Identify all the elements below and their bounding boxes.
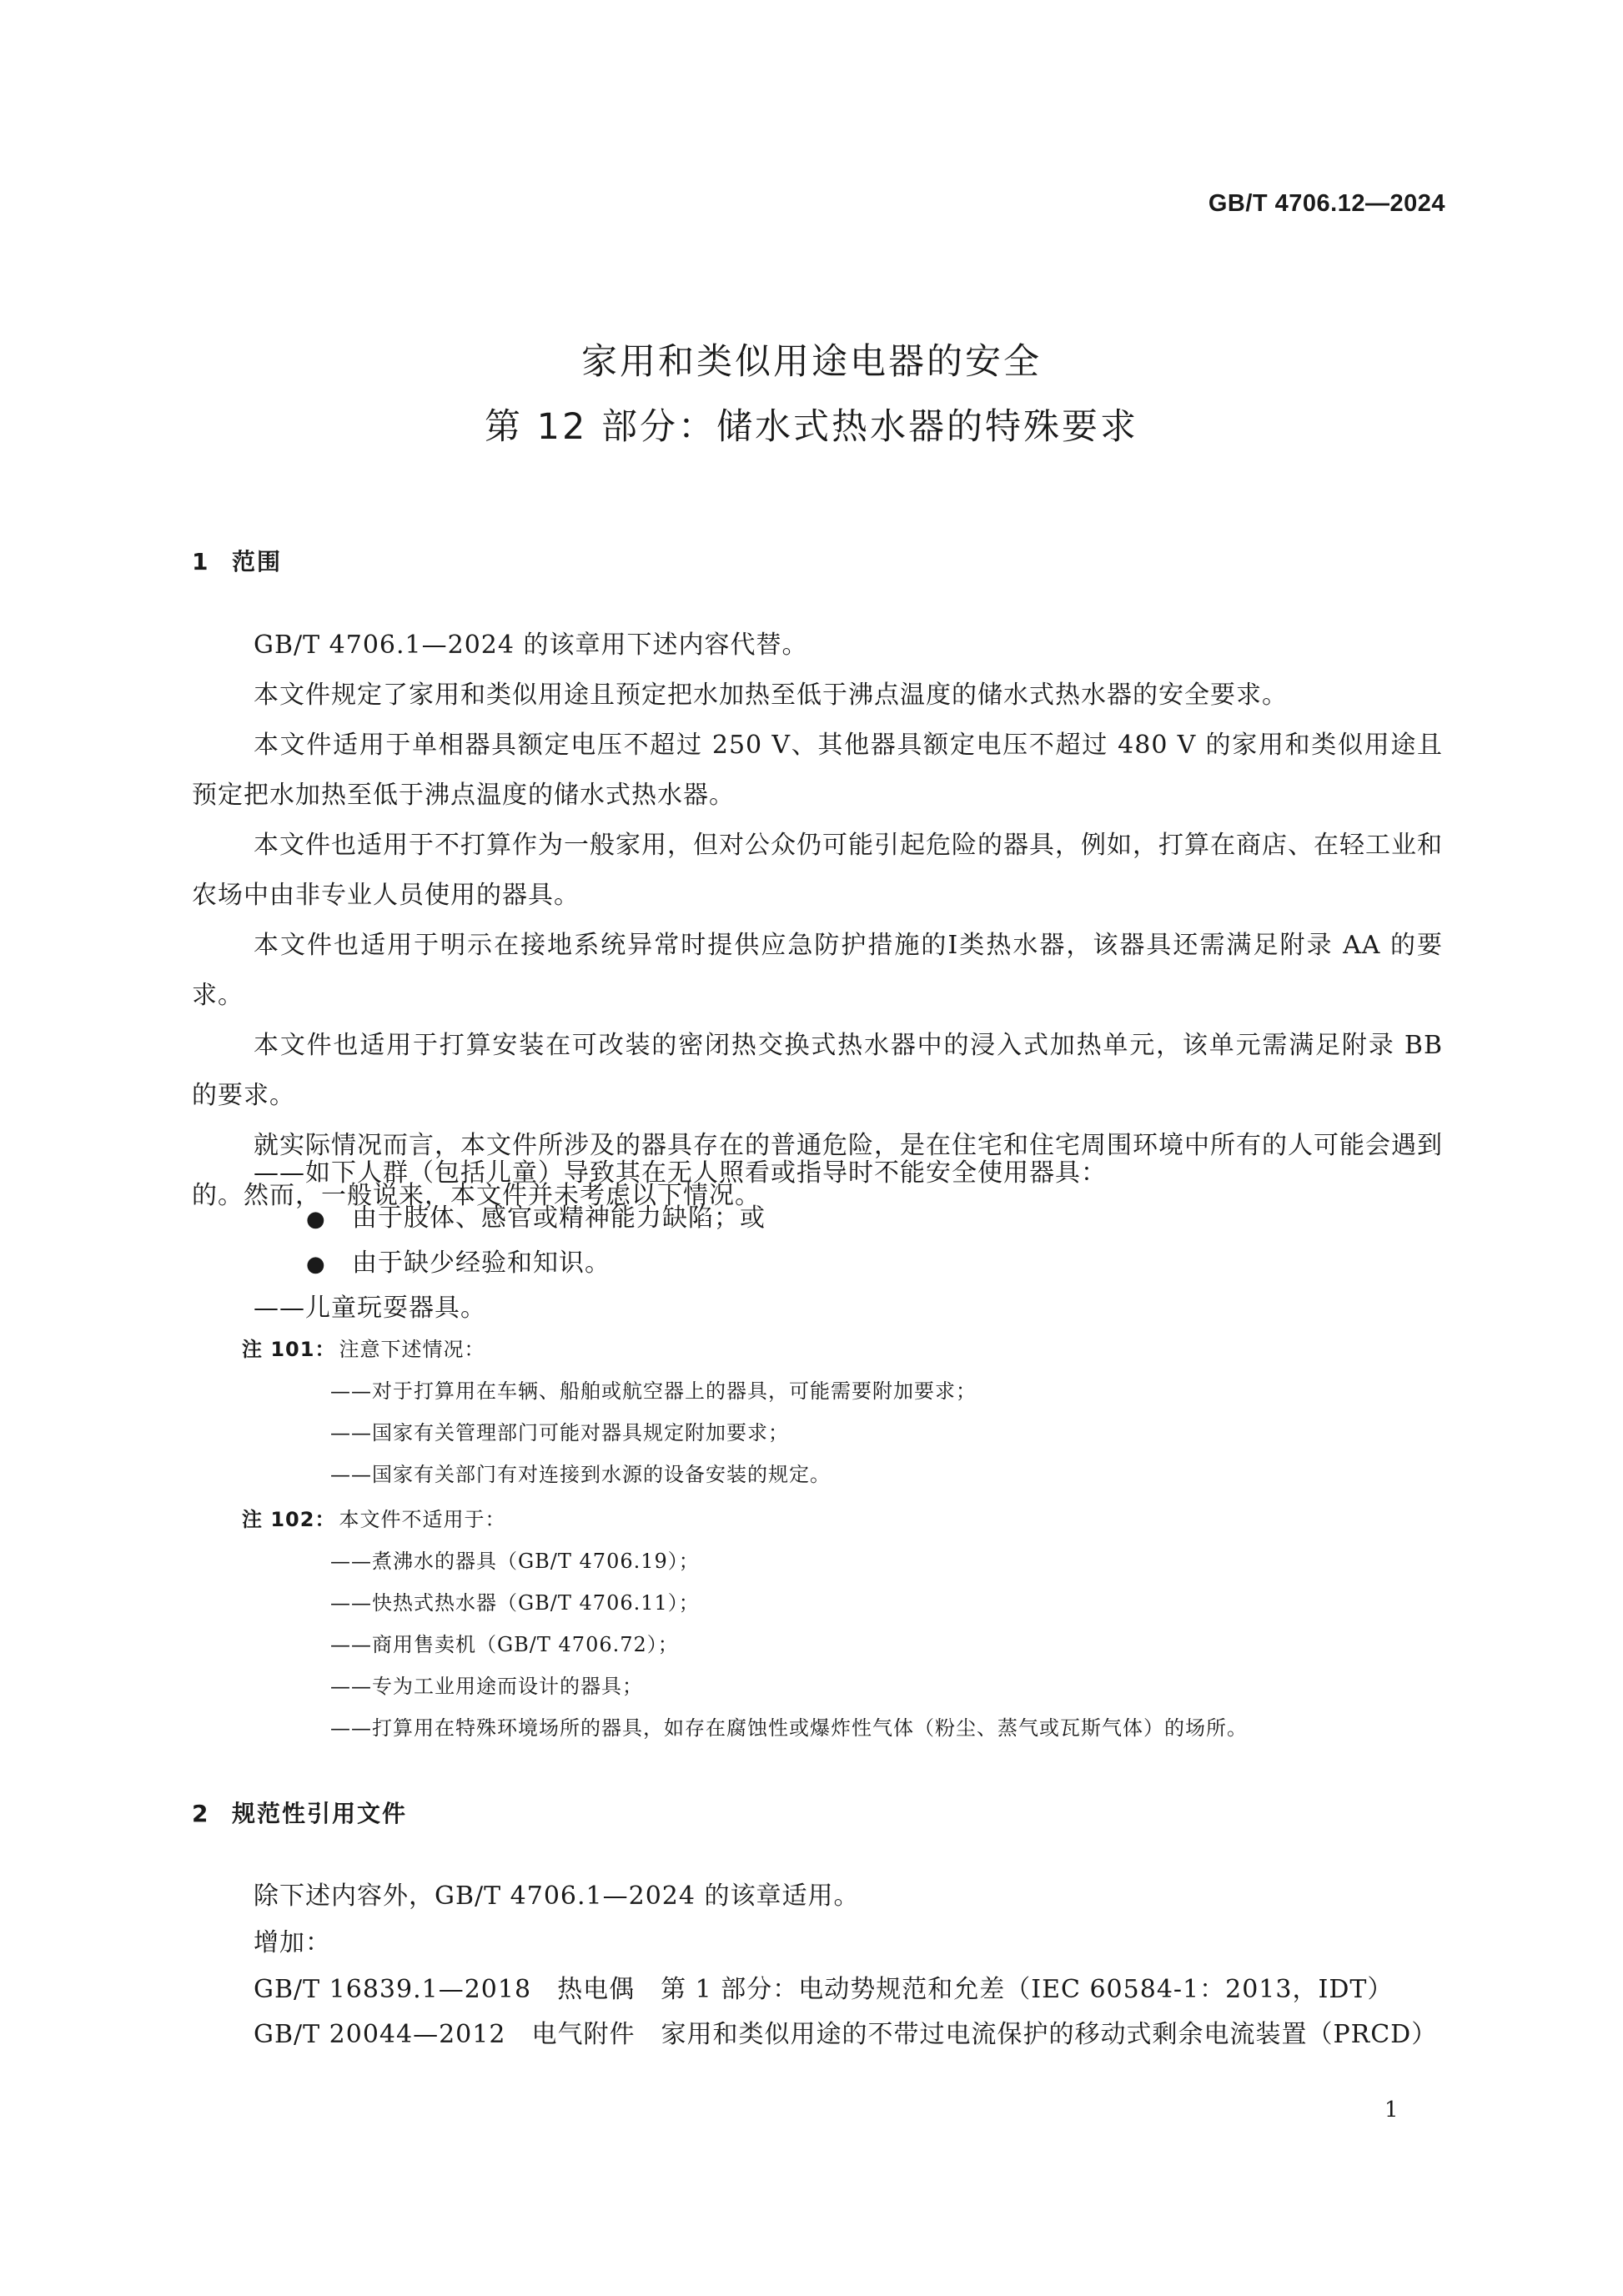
dash-list-item: ——儿童玩耍器具。 — [254, 1294, 486, 1323]
note-list-item: ——对于打算用在车辆、船舶或航空器上的器具，可能需要附加要求； — [330, 1379, 977, 1403]
note-list-item: ——打算用在特殊环境场所的器具，如存在腐蚀性或爆炸性气体（粉尘、蒸气或瓦斯气体）的场所。 — [330, 1716, 1248, 1740]
document-title-line1: 家用和类似用途电器的安全 — [581, 341, 1042, 383]
dash-list-item: ——如下人群（包括儿童）导致其在无人照看或指导时不能安全使用器具： — [254, 1158, 1107, 1188]
paragraph: 就实际情况而言，本文件所涉及的器具存在的普通危险，是在住宅和住宅周围环境中所有的人可能会遇到的。然而，一般说来，本文件并未考虑以下情况。 — [192, 1131, 1443, 1210]
section-2-number: 2 — [192, 1800, 210, 1827]
bullet-icon: ● — [306, 1252, 326, 1277]
note-list-item: ——快热式热水器（GB/T 4706.11）； — [330, 1591, 700, 1615]
paragraph: 本文件规定了家用和类似用途且预定把水加热至低于沸点温度的储水式热水器的安全要求。 — [254, 681, 1288, 710]
normative-reference: GB/T 16839.1—2018 热电偶 第 1 部分：电动势规范和允差（IEC 60584-1：2013，IDT） — [254, 1975, 1394, 2004]
bullet-icon: ● — [306, 1207, 326, 1232]
section-1-title: 范围 — [232, 548, 283, 575]
note-list-item: ——商用售卖机（GB/T 4706.72）； — [330, 1633, 679, 1656]
note-list-item: ——煮沸水的器具（GB/T 4706.19）； — [330, 1550, 700, 1573]
page-number: 1 — [1384, 2098, 1399, 2123]
section-1-heading — [192, 544, 282, 577]
paragraph: GB/T 4706.1—2024 的该章用下述内容代替。 — [254, 631, 808, 660]
section-2-title: 规范性引用文件 — [232, 1800, 408, 1827]
note-list-item: ——专为工业用途而设计的器具； — [330, 1675, 643, 1698]
note-text: 注意下述情况： — [339, 1338, 485, 1361]
normative-reference: GB/T 20044—2012 电气附件 家用和类似用途的不带过电流保护的移动式剩余电流装置（PRCD） — [254, 2020, 1438, 2049]
paragraph: 本文件也适用于明示在接地系统异常时提供应急防护措施的Ⅰ类热水器，该器具还需满足附录 AA 的要求。 — [192, 931, 1443, 1010]
bullet-text: 由于缺少经验和知识。 — [352, 1248, 611, 1278]
paragraph: 除下述内容外，GB/T 4706.1—2024 的该章适用。 — [254, 1882, 860, 1911]
note-102 — [242, 1505, 505, 1535]
note-label: 注 102： — [242, 1508, 336, 1531]
bullet-text: 由于肢体、感官或精神能力缺陷；或 — [352, 1203, 766, 1233]
bullet-list-item — [306, 1200, 766, 1238]
note-label: 注 101： — [242, 1338, 336, 1361]
note-text: 本文件不适用于： — [339, 1508, 506, 1531]
standard-code: GB/T 4706.12—2024 — [1208, 190, 1445, 217]
note-list-item: ——国家有关管理部门可能对器具规定附加要求； — [330, 1421, 789, 1444]
document-title-line2: 第 12 部分：储水式热水器的特殊要求 — [484, 406, 1139, 448]
paragraph: 本文件适用于单相器具额定电压不超过 250 V、其他器具额定电压不超过 480 V 的家用和类似用途且预定把水加热至低于沸点温度的储水式热水器。 — [192, 731, 1443, 810]
note-list-item: ——国家有关部门有对连接到水源的设备安装的规定。 — [330, 1463, 831, 1486]
note-101 — [242, 1334, 485, 1364]
paragraph: 本文件也适用于打算安装在可改装的密闭热交换式热水器中的浸入式加热单元，该单元需满足附录 BB 的要求。 — [192, 1031, 1443, 1110]
section-2-heading — [192, 1796, 407, 1829]
paragraph: 本文件也适用于不打算作为一般家用，但对公众仍可能引起危险的器具，例如，打算在商店、在轻工业和农场中由非专业人员使用的器具。 — [192, 831, 1443, 910]
paragraph: 增加： — [254, 1928, 331, 1957]
section-1-number: 1 — [192, 548, 210, 575]
bullet-list-item — [306, 1245, 611, 1283]
